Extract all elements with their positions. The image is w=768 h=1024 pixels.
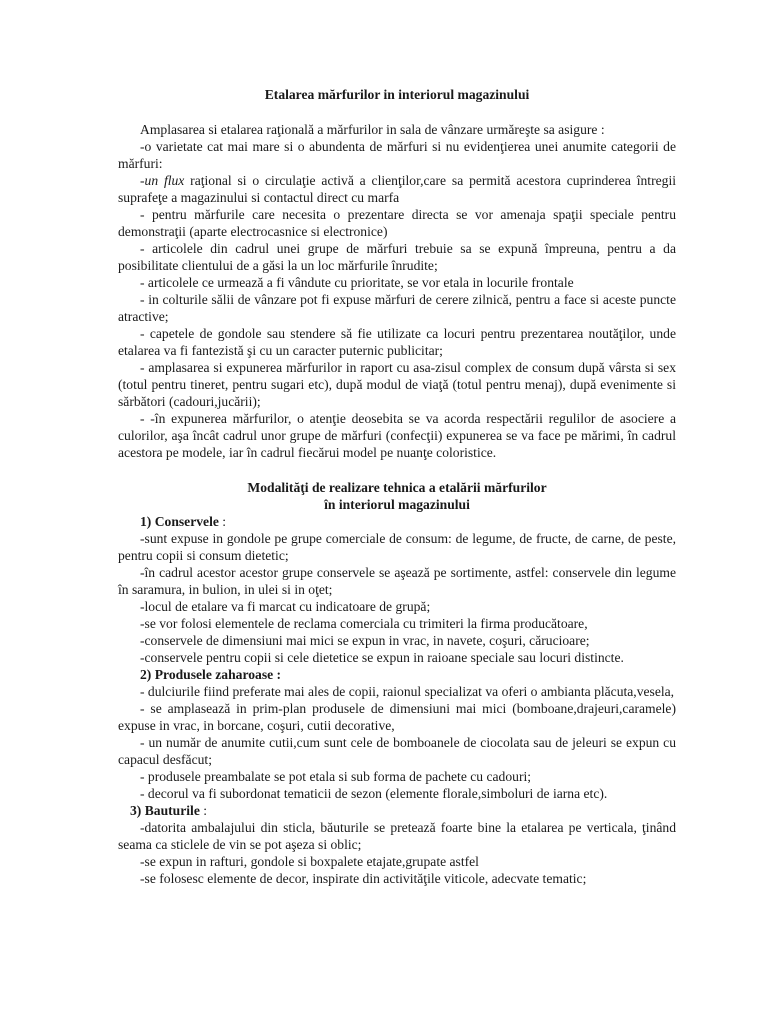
document-title: Etalarea mărfurilor in interiorul magazinului — [264, 87, 530, 102]
conserve-heading — [118, 513, 676, 530]
bauturi-item: -datorita ambalajului din sticla, băuturile se pretează foarte bine la etalarea pe verticala, ţinând seama ca sticlele de vin se pot aşeza si oblic; — [118, 820, 676, 852]
bauturi-item: -se expun in rafturi, gondole si boxpalete etajate,grupate astfel — [140, 854, 479, 869]
conserve-item: -conservele de dimensiuni mai mici se expun in vrac, in navete, coşuri, cărucioare; — [140, 633, 590, 648]
paragraph-8: - amplasarea si expunerea mărfurilor in raport cu asa-zisul complex de consum după vârsta si sex (totul pentru tineret, pentru sugari etc), după modul de viaţă (totul pentru menaj), după evenimente si sărbători (cadouri,jucării); — [118, 360, 676, 409]
paragraph-4: - articolele din cadrul unei grupe de mărfuri trebuie sa se expună împreuna, pentru a da posibilitate clientului de a găsi la un loc mărfurile înrudite; — [118, 241, 676, 273]
section-2-title-line-1: Modalităţi de realizare tehnica a etalării mărfurilor — [247, 480, 547, 495]
paragraph-2-italic: un flux — [144, 173, 185, 188]
zaharoase-heading-label: 2) Produsele zaharoase : — [140, 667, 282, 682]
conserve-heading-label: 1) Conservele — [140, 514, 219, 529]
zaharoase-item: - un număr de anumite cutii,cum sunt cele de bomboanele de ciocolata sau de jeleuri se expun cu capacul desfăcut; — [118, 735, 676, 767]
paragraph-9: - -în expunerea mărfurilor, o atenţie deosebita se va acorda respectării regulilor de asociere a culorilor, aşa încât cadrul unor grupe de mărfuri (confecţii) expunerea se va face pe mărimi, în cadrul acestora pe modele, iar în cadrul fiecărui model pe nuanţe coloristice. — [118, 411, 676, 460]
section-2-title-line-2: în interiorul magazinului — [324, 497, 470, 512]
zaharoase-item: - se amplasează in prim-plan produsele de dimensiuni mai mici (bomboane,drajeuri,caramele) expuse in vrac, in borcane, coşuri, cutii decorative, — [118, 701, 676, 733]
conserve-item: -se vor folosi elementele de reclama comerciala cu trimiteri la firma producătoare, — [140, 616, 588, 631]
document-content — [118, 86, 676, 887]
paragraph-3: - pentru mărfurile care necesita o prezentare directa se vor amenaja spaţii speciale pentru demonstraţii (aparte electrocasnice si electronice) — [118, 207, 676, 239]
zaharoase-item: - dulciurile fiind preferate mai ales de copii, raionul specializat va oferi o ambianta plăcuta,vesela, — [140, 684, 675, 699]
bauturi-heading-label: 3) Bauturile — [130, 803, 200, 818]
conserve-item: -conservele pentru copii si cele dietetice se expun in raioane speciale sau locuri distincte. — [140, 650, 624, 665]
zaharoase-item: - produsele preambalate se pot etala si sub forma de pachete cu cadouri; — [140, 769, 532, 784]
paragraph-1: -o varietate cat mai mare si o abundenta de mărfuri si nu evidenţierea unei anumite categorii de mărfuri: — [118, 139, 676, 171]
conserve-item: -locul de etalare va fi marcat cu indicatoare de grupă; — [140, 599, 431, 614]
paragraph-2-rest: raţional si o circulaţie activă a clienţilor,care sa permită acestora cuprinderea întregii suprafeţe a magazinului si contactul direct cu marfa — [118, 173, 676, 205]
paragraph-7: - capetele de gondole sau stendere să fie utilizate ca locuri pentru prezentarea noutăţilor, unde etalarea va fi fantezistă şi cu un caracter puternic publicitar; — [118, 326, 676, 358]
bauturi-heading-suffix: : — [199, 803, 208, 818]
section-2-title — [118, 479, 676, 513]
paragraph-2 — [118, 172, 676, 206]
paragraph-6: - in colturile sălii de vânzare pot fi expuse mărfuri de cerere zilnică, pentru a face si aceste puncte atractive; — [118, 292, 676, 324]
conserve-item: -în cadrul acestor acestor grupe conservele se aşează pe sortimente, astfel: conservele din legume în saramura, in bulion, in ulei si in oţet; — [118, 565, 676, 597]
paragraph-5: - articolele ce urmează a fi vândute cu prioritate, se vor etala in locurile frontale — [140, 275, 574, 290]
paragraph-2-prefix: - — [140, 173, 145, 188]
zaharoase-item: - decorul va fi subordonat tematicii de sezon (elemente florale,simboluri de iarna etc). — [140, 786, 608, 801]
intro-paragraph: Amplasarea si etalarea raţională a mărfurilor in sala de vânzare urmăreşte sa asigure : — [140, 122, 605, 137]
conserve-item: -sunt expuse in gondole pe grupe comerciale de consum: de legume, de fructe, de carne, de peste, pentru copii si consum dietetic; — [118, 531, 676, 563]
bauturi-heading — [118, 802, 676, 819]
bauturi-item: -se folosesc elemente de decor, inspirate din activităţile viticole, adecvate tematic; — [140, 871, 587, 886]
zaharoase-heading — [118, 666, 676, 683]
conserve-heading-suffix: : — [218, 514, 227, 529]
